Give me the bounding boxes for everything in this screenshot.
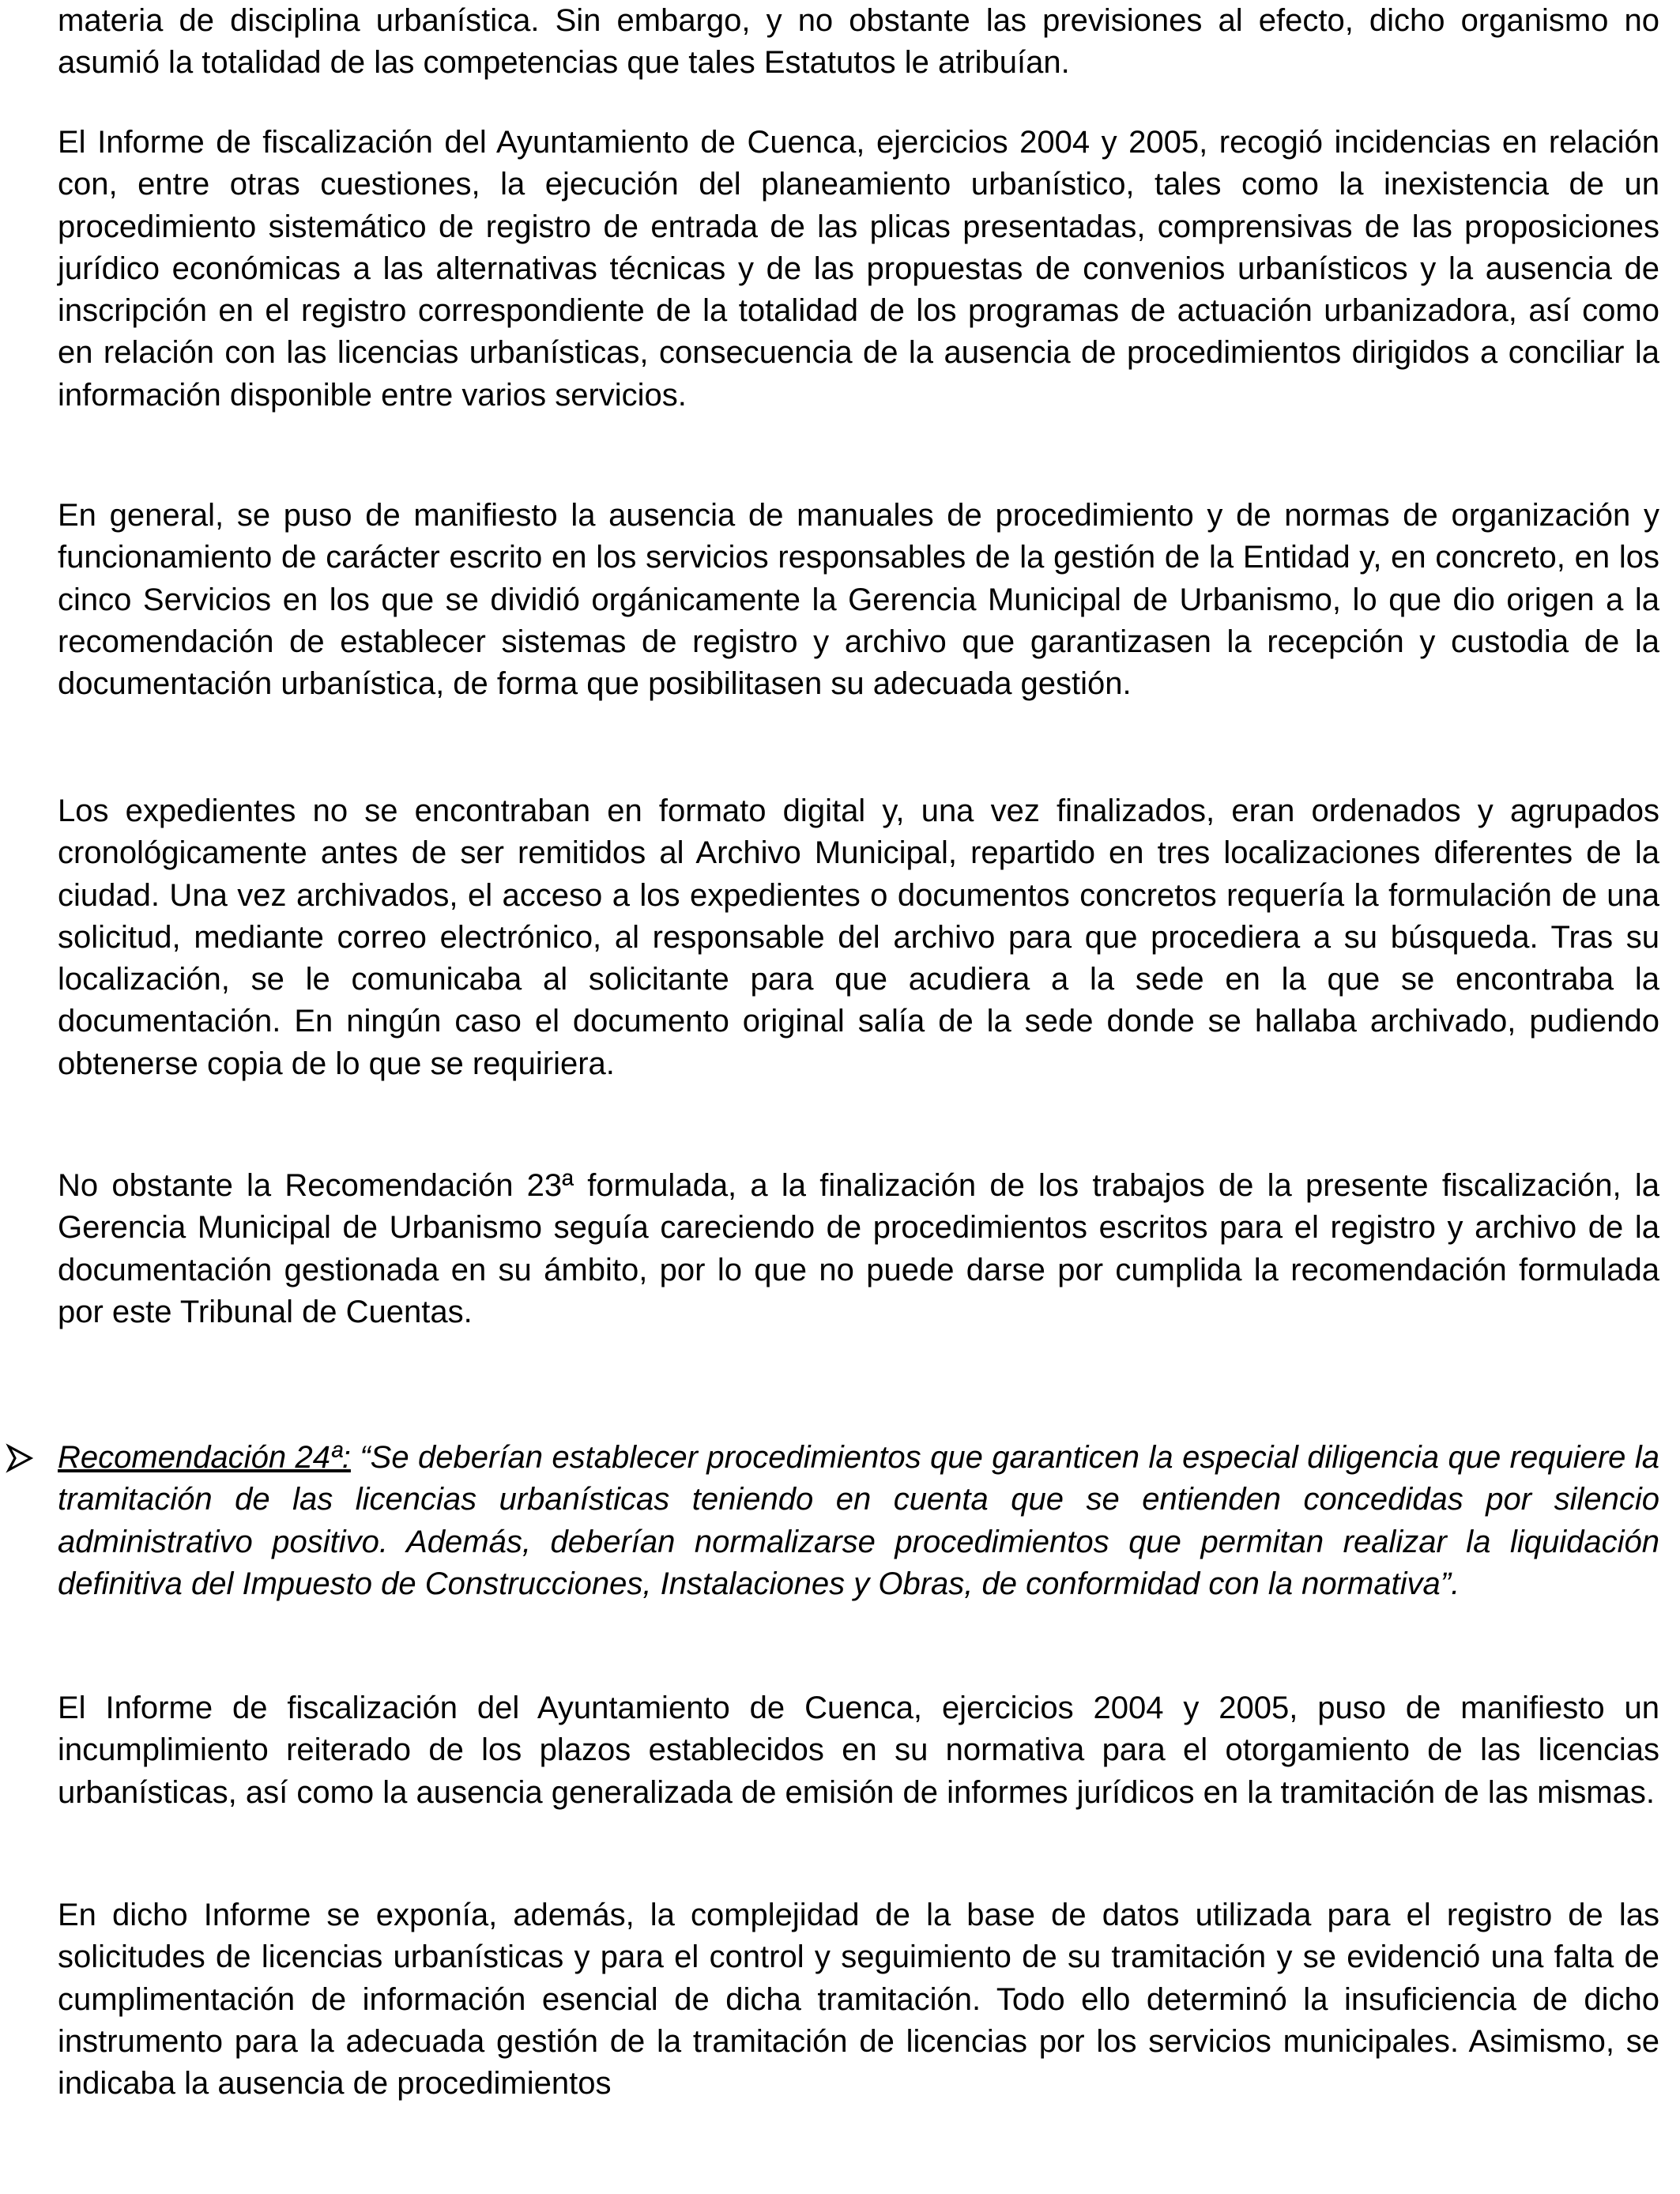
paragraph-ausencia-manuales: En general, se puso de manifiesto la ausencia de manuales de procedimiento y de normas de organización y funcionamiento de carácter escrito en los servicios responsables de la gestión de la Entidad y, en concreto, en los cinco Servicios en los que se dividió orgánicamente la Gerencia Municipal de Urbanismo, lo que dio origen a la recomendación de establecer sistemas de registro y archivo que garantizasen la recepción y custodia de la documentación urbanística, de forma que posibilitasen su adecuada gestión. xyxy=(58,498,1659,702)
paragraph-incumplimiento-plazos: El Informe de fiscalización del Ayuntamiento de Cuenca, ejercicios 2004 y 2005, puso de manifiesto un incumplimiento reiterado de los plazos establecidos en su normativa para el otorgamiento de las licencias urbanísticas, así como la ausencia generalizada de emisión de informes jurídicos en la tramitación de las mismas. xyxy=(58,1691,1659,1810)
paragraph-base-datos: En dicho Informe se exponía, además, la complejidad de la base de datos utilizada para el registro de las solicitudes de licencias urbanísticas y para el control y seguimiento de su tramitación y se evidenció una falta de cumplimentación de información esencial de dicha tramitación. Todo ello determinó la insuficiencia de dicho instrumento para la adecuada gestión de la tramitación de licencias por los servicios municipales. Asimismo, se indicaba la ausencia de procedimientos xyxy=(58,1898,1659,2102)
recommendation-24-block xyxy=(58,1437,1659,1605)
recommendation-24-label: Recomendación 24ª: xyxy=(58,1440,351,1475)
arrowhead-bullet-icon xyxy=(4,1437,36,1479)
recommendation-24-text: “Se deberían establecer procedimientos que garanticen la especial diligencia que requiere la tramitación de las licencias urbanísticas teniendo en cuenta que se entienden concedidas por silencio administrativo positivo. Además, deberían normalizarse procedimientos que permitan realizar la liquidación definitiva del Impuesto de Construcciones, Instalaciones y Obras, de conformidad con la normativa”. xyxy=(58,1440,1659,1601)
paragraph-expedientes-archivo: Los expedientes no se encontraban en formato digital y, una vez finalizados, eran ordenados y agrupados cronológicamente antes de ser remitidos al Archivo Municipal, repartido en tres localizaciones diferentes de la ciudad. Una vez archivados, el acceso a los expedientes o documentos concretos requería la formulación de una solicitud, mediante correo electrónico, al responsable del archivo para que procediera a su búsqueda. Tras su localización, se le comunicaba al solicitante para que acudiera a la sede en la que se encontraba la documentación. En ningún caso el documento original salía de la sede donde se hallaba archivado, pudiendo obtenerse copia de lo que se requiriera. xyxy=(58,794,1659,1081)
paragraph-informe-incidencias: El Informe de fiscalización del Ayuntamiento de Cuenca, ejercicios 2004 y 2005, recogió incidencias en relación con, entre otras cuestiones, la ejecución del planeamiento urbanístico, tales como la inexistencia de un procedimiento sistemático de registro de entrada de las plicas presentadas, comprensivas de las proposiciones jurídico económicas a las alternativas técnicas y de las propuestas de convenios urbanísticos y la ausencia de inscripción en el registro correspondiente de la totalidad de los programas de actuación urbanizadora, así como en relación con las licencias urbanísticas, consecuencia de la ausencia de procedimientos dirigidos a conciliar la información disponible entre varios servicios. xyxy=(58,125,1659,413)
paragraph-continuation: materia de disciplina urbanística. Sin embargo, y no obstante las previsiones al efecto, dicho organismo no asumió la totalidad de las competencias que tales Estatutos le atribuían. xyxy=(58,3,1659,81)
paragraph-recomendacion-23: No obstante la Recomendación 23ª formulada, a la finalización de los trabajos de la presente fiscalización, la Gerencia Municipal de Urbanismo seguía careciendo de procedimientos escritos para el registro y archivo de la documentación gestionada en su ámbito, por lo que no puede darse por cumplida la recomendación formulada por este Tribunal de Cuentas. xyxy=(58,1168,1659,1329)
recommendation-24-paragraph xyxy=(58,1437,1659,1605)
